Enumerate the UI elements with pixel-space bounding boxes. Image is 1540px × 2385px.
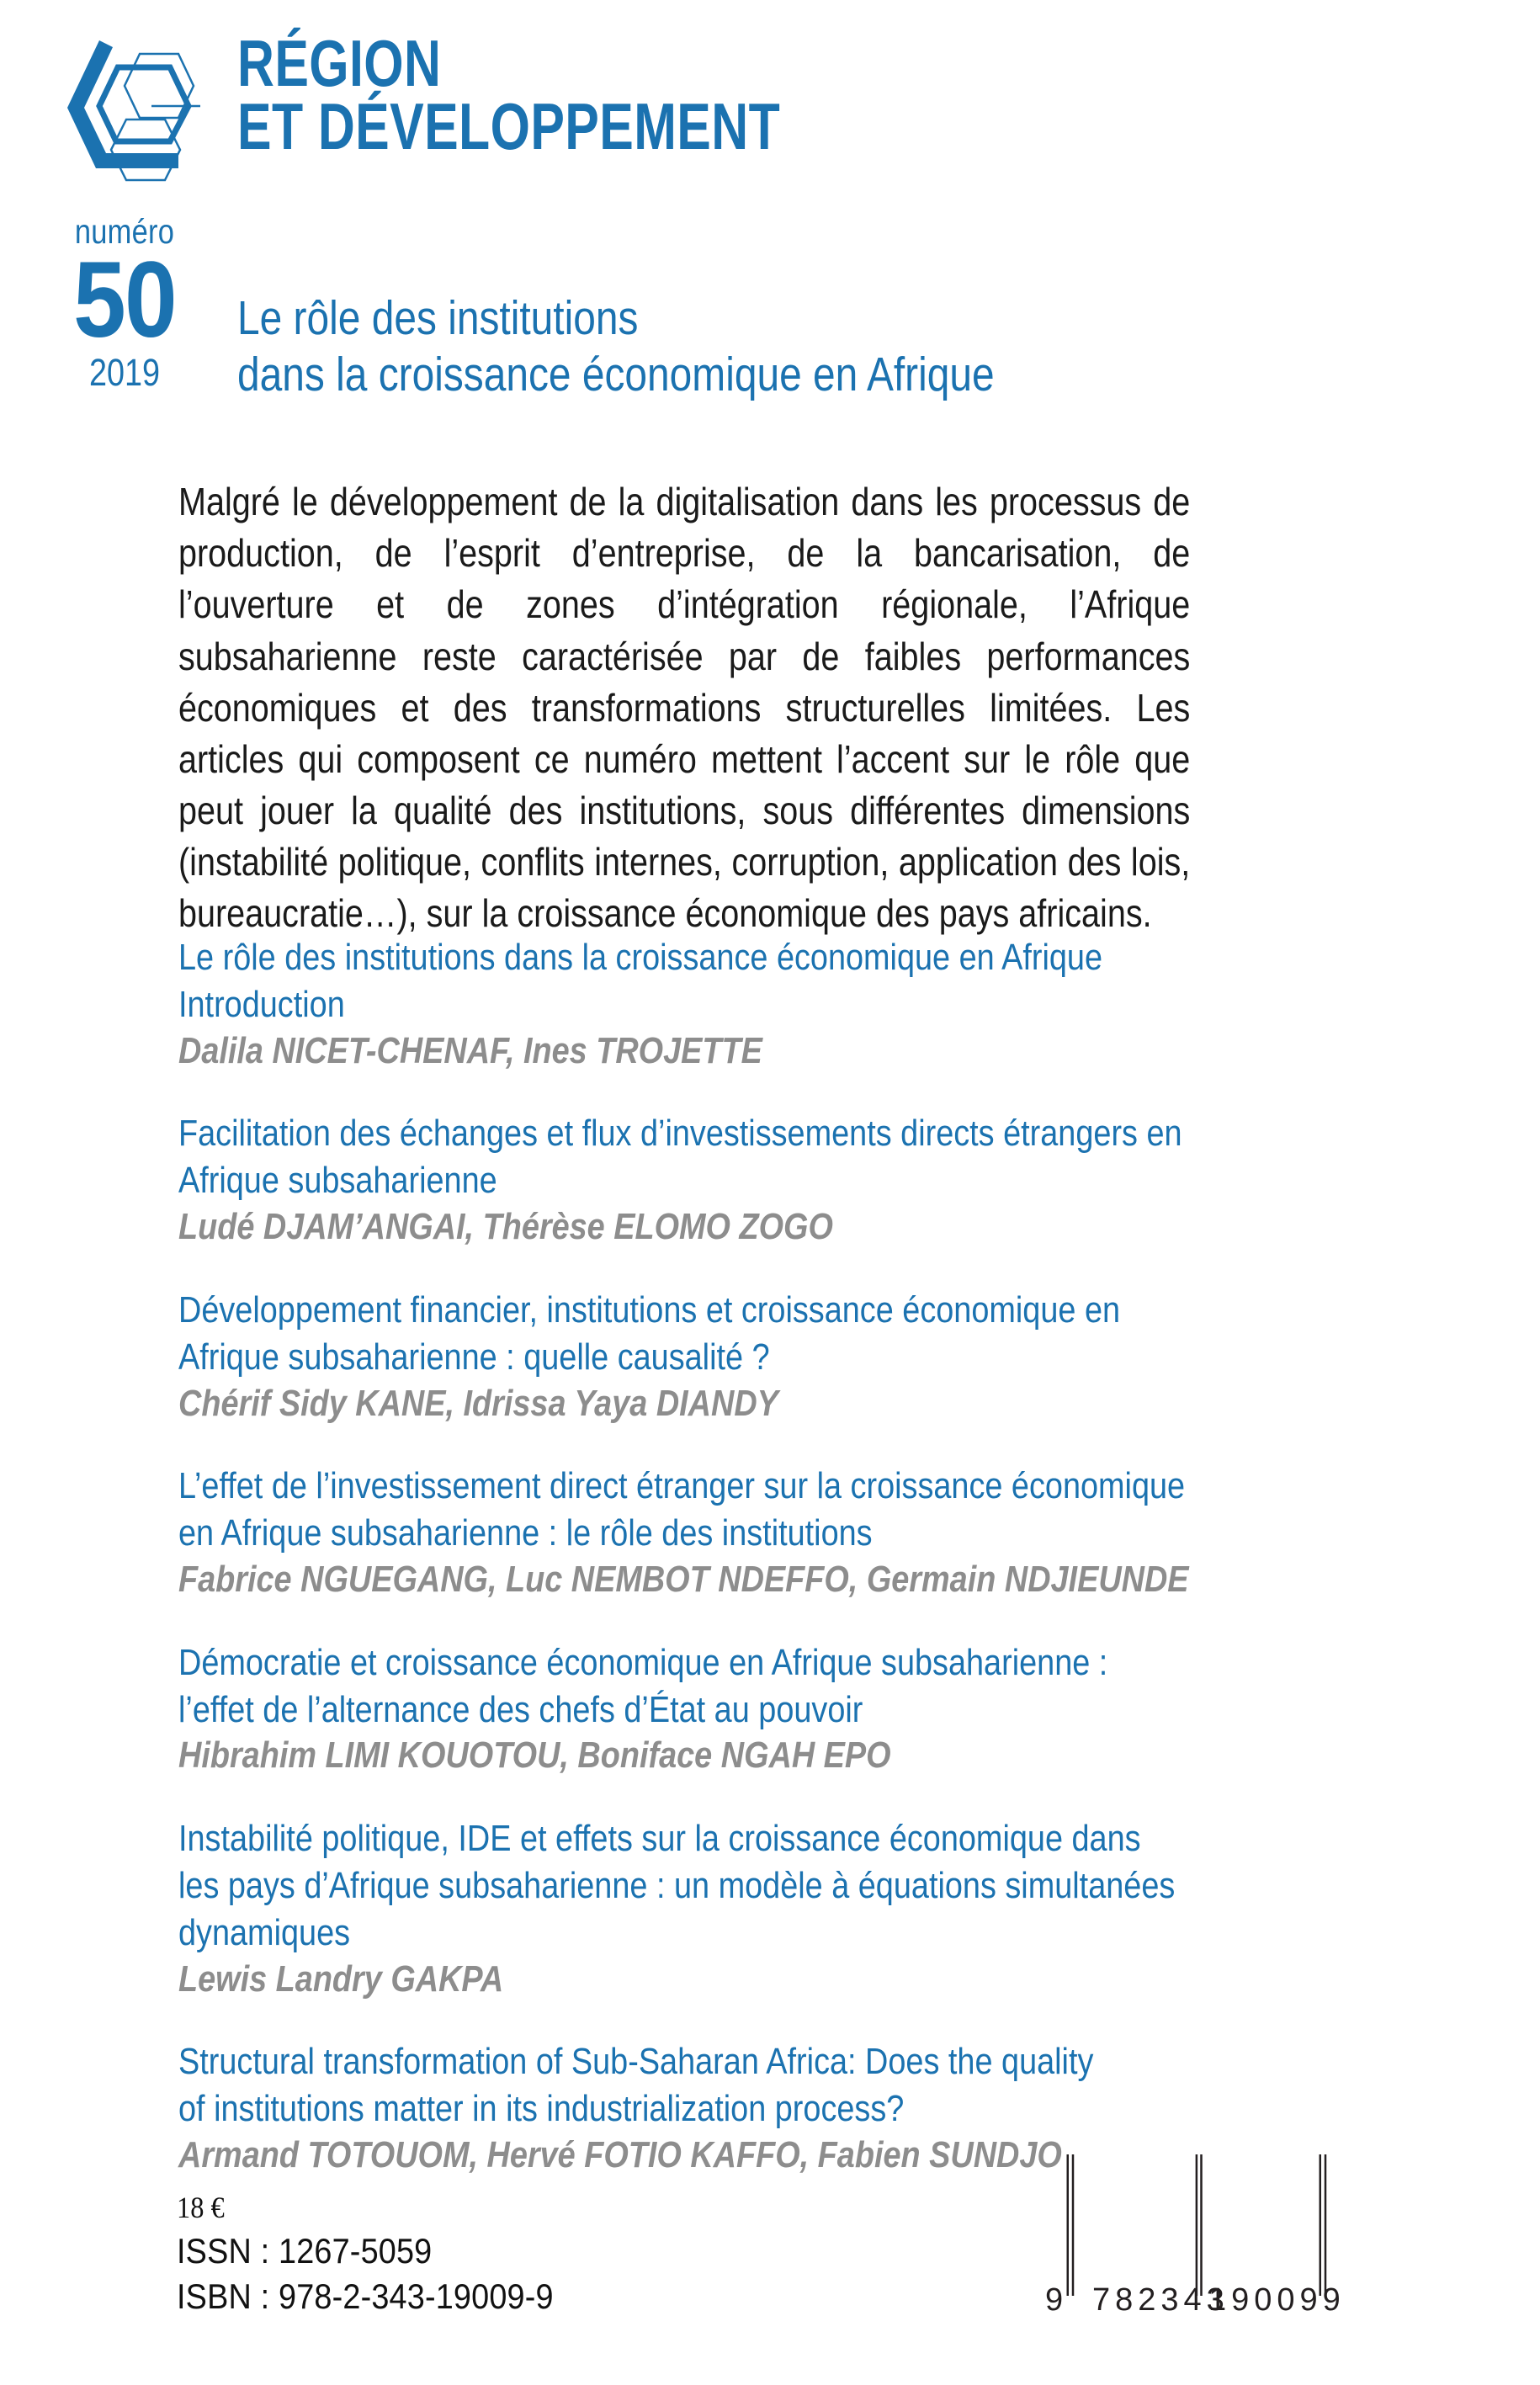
page-title-line2: dans la croissance économique en Afrique [237,347,995,401]
list-item[interactable] [178,934,1190,1073]
page-title [237,290,1177,402]
list-item[interactable] [178,1110,1190,1249]
barcode-digits [1043,2282,1346,2319]
list-item[interactable] [178,1287,1190,1426]
barcode-bars [1043,2154,1228,2282]
footer-identifiers [177,2188,554,2320]
list-item[interactable] [178,2038,1190,2177]
article-subtitle: Afrique subsaharienne [178,1160,497,1202]
barcode-left-group: 782343 [1092,2282,1229,2318]
barcode [1043,2154,1346,2323]
article-subtitle: of institutions matter in its industrialization process? [178,2088,905,2130]
issue-number: 50 [73,240,176,360]
barcode-right-group: 190099 [1208,2282,1346,2318]
issn: ISSN : 1267-5059 [177,2230,433,2271]
price: 18 € [177,2191,225,2224]
issue-year: 2019 [88,350,161,394]
article-authors: Armand TOTOUOM, Hervé FOTIO KAFFO, Fabien SUNDJO [178,2134,1062,2176]
journal-title-line1: RÉGION [237,26,442,100]
article-authors: Chérif Sidy KANE, Idrissa Yaya DIANDY [178,1382,778,1424]
article-authors: Fabrice NGUEGANG, Luc NEMBOT NDEFFO, Germain NDJIEUNDE [178,1559,1189,1601]
abstract-text: Malgré le développement de la digitalisation dans les processus de production, de l’esprit d’entreprise, de la bancarisation, de l’ouverture et de zones d’intégration régionale, l’Afrique subsaharienne reste caractérisée par de faibles performances économiques et des transformations structurelles limitées. Les articles qui composent ce numéro mettent l’accent sur le rôle que peut jouer la qualité des institutions, sous différentes dimensions (instabilité politique, conflits internes, corruption, application des lois, bureaucratie…), sur la croissance économique des pays africains. [178,480,1191,936]
article-title: Facilitation des échanges et flux d’investissements directs étrangers en [178,1113,1182,1155]
journal-title-line2: ET DÉVELOPPEMENT [237,88,781,163]
page-title-line1: Le rôle des institutions [237,291,639,345]
article-subtitle: en Afrique subsaharienne : le rôle des institutions [178,1512,873,1554]
masthead [0,0,1540,219]
article-authors: Dalila NICET-CHENAF, Ines TROJETTE [178,1029,762,1071]
hexagon-lattice-logo-icon [52,25,212,189]
isbn: ISBN : 978-2-343-19009-9 [177,2276,554,2317]
article-title: Le rôle des institutions dans la croissance économique en Afrique [178,937,1103,978]
issue-block [40,212,209,394]
article-subtitle: Introduction [178,983,345,1025]
issue-label: numéro [74,212,175,251]
list-item[interactable] [178,1639,1190,1778]
journal-title [237,26,781,163]
list-item[interactable] [178,1463,1190,1602]
article-authors: Lewis Landry GAKPA [178,1957,504,2000]
article-title: Développement financier, institutions et croissance économique en [178,1288,1121,1331]
article-list [178,934,1190,2215]
abstract-block [178,476,1190,940]
list-item[interactable] [178,1815,1190,2001]
article-subtitle: les pays d’Afrique subsaharienne : un modèle à équations simultanées [178,1864,1176,1906]
article-authors: Ludé DJAM’ANGAI, Thérèse ELOMO ZOGO [178,1206,833,1248]
article-title: Instabilité politique, IDE et effets sur la croissance économique dans [178,1818,1141,1860]
barcode-lead-digit: 9 [1045,2282,1065,2318]
article-subtitle: Afrique subsaharienne : quelle causalité ? [178,1336,770,1378]
article-authors: Hibrahim LIMI KOUOTOU, Boniface NGAH EPO [178,1734,891,1777]
article-subtitle-2: dynamiques [178,1911,351,1953]
article-title: L’effet de l’investissement direct étranger sur la croissance économique [178,1465,1186,1507]
article-title: Structural transformation of Sub-Saharan Africa: Does the quality [178,2041,1094,2083]
article-title: Démocratie et croissance économique en Afrique subsaharienne : [178,1641,1108,1683]
article-subtitle: l’effet de l’alternance des chefs d’État au pouvoir [178,1688,863,1730]
